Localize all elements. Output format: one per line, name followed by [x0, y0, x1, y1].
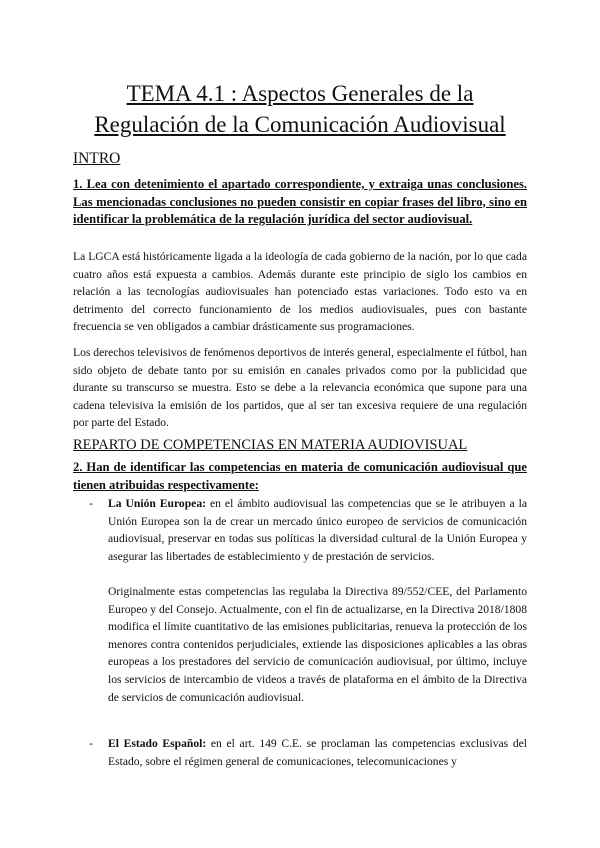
bullet-body: en el ámbito audiovisual las competencias que se le atribuyen a la Unión Europea son la de crear un mercado único europeo de servicios de comunicación audiovisual, preservar en todas sus políticas la diversidad cultural de la Unión Europea y asegurar las libertades de establecimiento y de prestación de servicios. [108, 497, 527, 563]
title-line-1: TEMA 4.1 : Aspectos Generales de la [126, 81, 474, 106]
intro-paragraph-1: La LGCA está históricamente ligada a la ideología de cada gobierno de la nación, por lo que cada cuatro años está expuesta a cambios. Además durante este principio de siglo los cambios en relación a las tecnologías audiovisuales han potenciado estas variaciones. Todo esto va en detrimento del correcto funcionamiento de los medios audiovisuales, pues con bastante frecuencia se ven obligados a cambiar drásticamente sus programaciones. [73, 250, 527, 334]
section-heading-reparto: REPARTO DE COMPETENCIAS EN MATERIA AUDIOVISUAL [73, 437, 468, 453]
page-title [40, 78, 560, 140]
bullet-union-europea [73, 495, 527, 565]
bullet-body: en el art. 149 C.E. se proclaman las competencias exclusivas del Estado, sobre el régimen general de comunicaciones, telecomunicaciones y [108, 737, 527, 768]
bullet-dash: - [89, 736, 93, 750]
bullet-dash: - [89, 496, 93, 510]
bullet-estado-espanol [73, 735, 527, 770]
intro-heading: INTRO [73, 150, 121, 167]
bullet-label: El Estado Español: [108, 737, 207, 750]
question-1: 1. Lea con detenimiento el apartado correspondiente, y extraiga unas conclusiones. Las mencionadas conclusiones no pueden consistir en copiar frases del libro, sino en identificar la problemática de la regulación jurídica del sector audiovisual. [73, 177, 527, 226]
bullet-label: La Unión Europea: [108, 497, 206, 510]
bullet-text [108, 735, 527, 770]
bullet-union-europea-extra: Originalmente estas competencias las regulaba la Directiva 89/552/CEE, del Parlamento Europeo y del Consejo. Actualmente, con el fin de actualizarse, en la Directiva 2018/1808 modifica el límite cuantitativo de las emisiones publicitarias, renueva la protección de los menores contra contenidos perjudiciales, extiende las disposiciones aplicables a las obras europeas a los prestadores del servicio de comunicación audiovisual, por último, incluye los servicios de intercambio de videos a través de plataforma en el ámbito de la Directiva de servicios de comunicación audiovisual. [108, 585, 527, 704]
question-2: 2. Han de identificar las competencias en materia de comunicación audiovisual que tienen atribuidas respectivamente: [73, 460, 527, 492]
bullet-text [108, 495, 527, 565]
title-line-2: Regulación de la Comunicación Audiovisual [94, 112, 506, 137]
intro-paragraph-2: Los derechos televisivos de fenómenos deportivos de interés general, especialmente el fútbol, han sido objeto de debate tanto por su emisión en canales privados como por la publicidad que durante su transcurso se muestra. Esto se debe a la relevancia económica que supone para una cadena televisiva la emisión de los partidos, que al ser tan excesiva requiere de una regulación por parte del Estado. [73, 346, 527, 430]
